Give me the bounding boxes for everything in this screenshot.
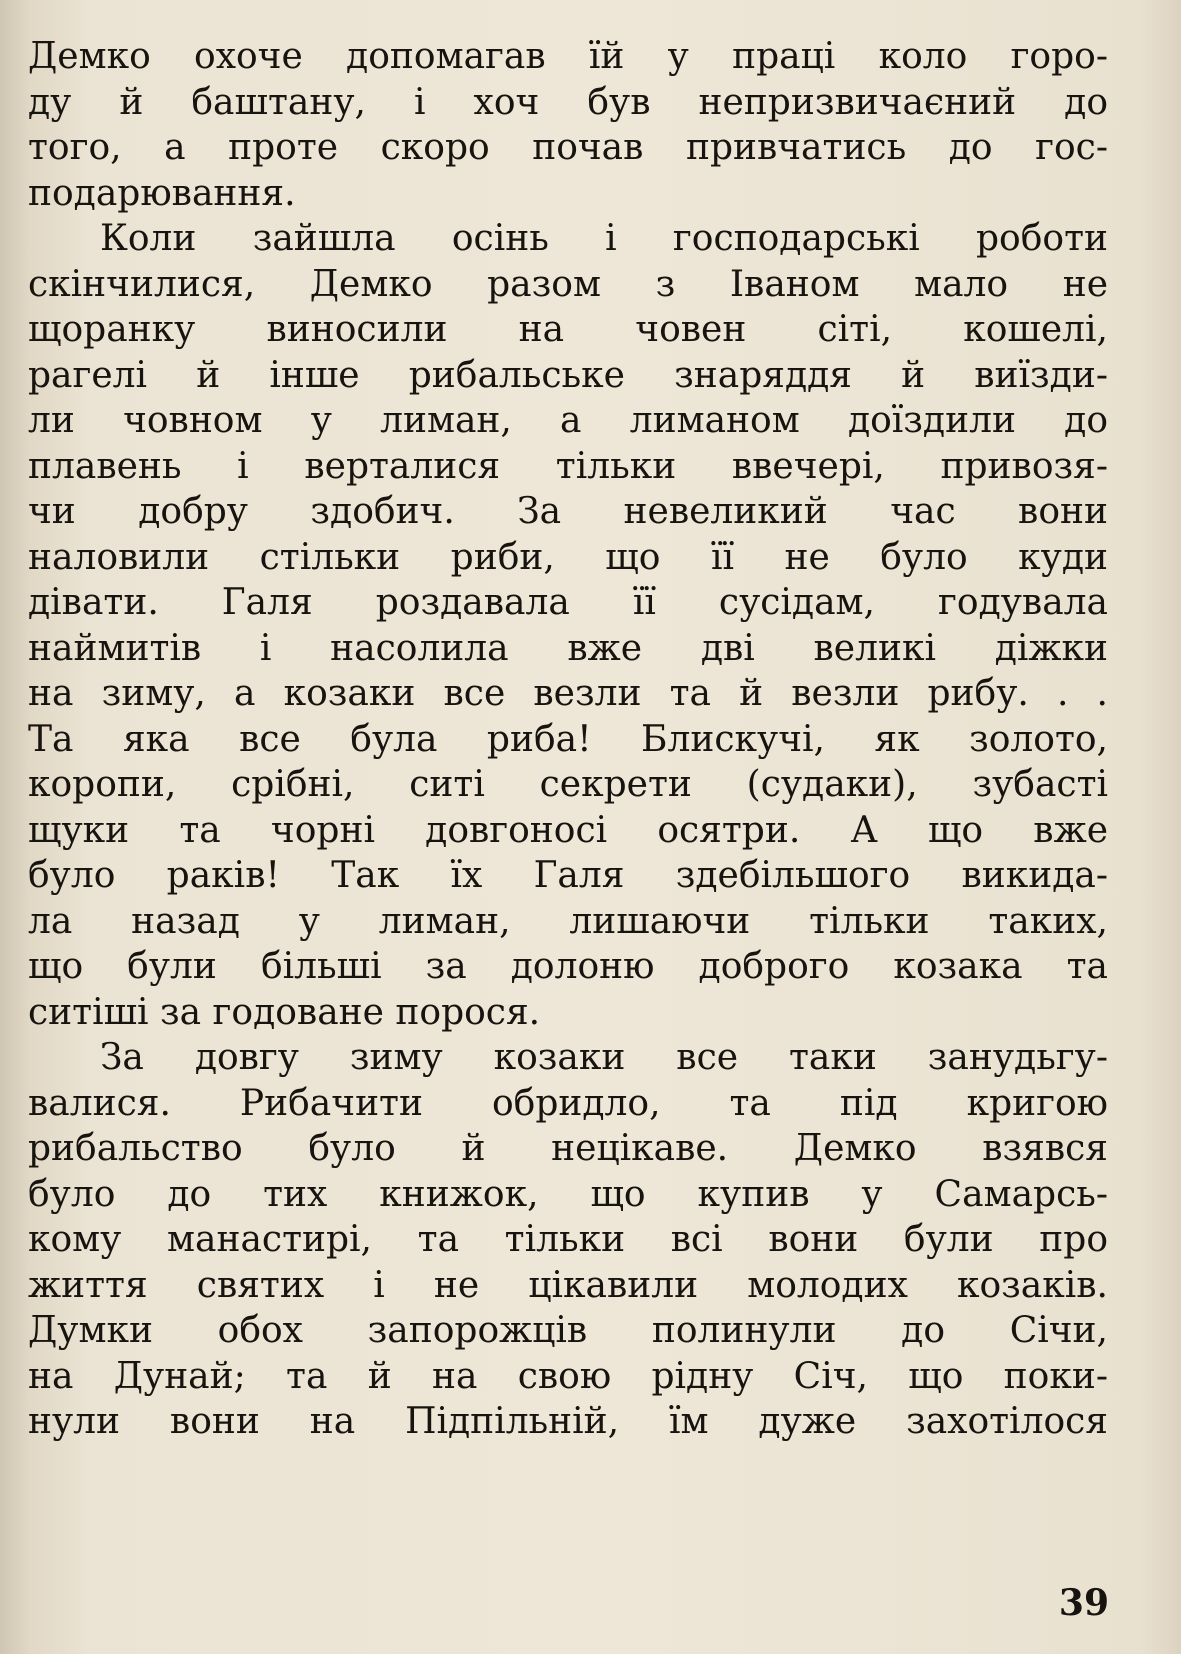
text-line: дівати. Галя роздавала її сусідам, годувала	[28, 582, 1108, 623]
text-line: скінчилися, Демко разом з Іваном мало не	[28, 263, 1108, 305]
text-line: рибальство було й нецікаве. Демко взявся	[28, 1128, 1108, 1169]
text-line: було до тих книжок, що купив у Самарсь-	[28, 1173, 1108, 1215]
text-line: рагелі й інше рибальське знаряддя й виїзди-	[28, 354, 1108, 396]
text-line: Та яка все була риба! Блискучі, як золото,	[28, 718, 1108, 760]
text-line: За довгу зиму козаки все таки занудьгу-	[100, 1037, 1108, 1078]
text-line: щоранку виносили на човен сіті, кошелі,	[28, 309, 1108, 350]
text-line: було раків! Так їх Галя здебільшого викида-	[28, 855, 1108, 896]
text-line: ла назад у лиман, лишаючи тільки таких,	[28, 900, 1108, 942]
text-line: подарювання.	[28, 172, 296, 214]
text-line: валися. Рибачити обридло, та під кригою	[28, 1082, 1108, 1124]
body-text	[28, 34, 1108, 1445]
text-line: наловили стільки риби, що її не було куди	[28, 536, 1108, 578]
text-line: на зиму, а козаки все везли та й везли рибу. . .	[28, 673, 1108, 714]
page-number: 39	[1058, 1582, 1109, 1624]
text-line: ли човном у лиман, а лиманом доїздили до	[28, 400, 1108, 441]
text-line: коропи, срібні, ситі секрети (судаки), зубасті	[28, 764, 1108, 805]
text-line: нули вони на Підпільній, їм дуже захотілося	[28, 1401, 1108, 1442]
text-line: наймитів і насолила вже дві великі діжки	[28, 627, 1108, 669]
text-line: на Дунай; та й на свою рідну Січ, що поки-	[28, 1355, 1108, 1397]
text-line: Думки обох запорожців полинули до Січи,	[28, 1310, 1108, 1351]
text-line: плавень і верталися тільки ввечері, привозя-	[28, 445, 1108, 487]
text-line: Коли зайшла осінь і господарські роботи	[100, 218, 1108, 259]
text-line: життя святих і не цікавили молодих козаків.	[28, 1264, 1108, 1306]
text-line: що були більші за долоню доброго козака та	[28, 946, 1108, 987]
text-line: щуки та чорні довгоносі осятри. А що вже	[28, 809, 1108, 851]
text-line: чи добру здобич. За невеликий час вони	[28, 491, 1108, 532]
text-line: ду й баштану, і хоч був непризвичаєний до	[28, 81, 1108, 123]
text-line: ситіші за годоване порося.	[28, 991, 541, 1033]
text-line: того, а проте скоро почав привчатись до гос-	[28, 127, 1108, 168]
text-line: кому манастирі, та тільки всі вони були про	[28, 1219, 1108, 1260]
text-line: Демко охоче допомагав їй у праці коло горо-	[28, 36, 1108, 77]
